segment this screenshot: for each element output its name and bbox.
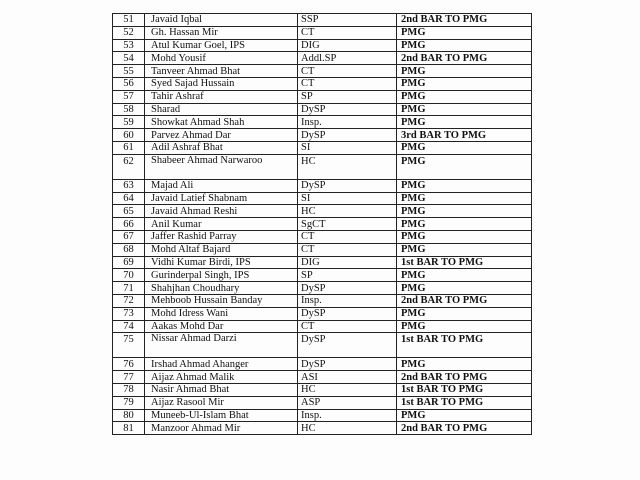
table-row bbox=[113, 52, 532, 65]
award-type: PMG bbox=[397, 192, 532, 205]
row-number: 67 bbox=[113, 230, 145, 243]
officer-name: Atul Kumar Goel, IPS bbox=[145, 39, 298, 52]
row-number: 61 bbox=[113, 141, 145, 154]
officer-rank: DySP bbox=[298, 129, 397, 142]
table-row bbox=[113, 333, 532, 358]
award-type: 3rd BAR TO PMG bbox=[397, 129, 532, 142]
row-number: 62 bbox=[113, 154, 145, 179]
table-row bbox=[113, 294, 532, 307]
row-number: 74 bbox=[113, 320, 145, 333]
officer-rank: SI bbox=[298, 192, 397, 205]
row-number: 60 bbox=[113, 129, 145, 142]
award-type: PMG bbox=[397, 320, 532, 333]
table-row bbox=[113, 282, 532, 295]
officer-rank: DySP bbox=[298, 179, 397, 192]
officer-rank: DySP bbox=[298, 358, 397, 371]
officer-rank: SI bbox=[298, 141, 397, 154]
award-type: 1st BAR TO PMG bbox=[397, 383, 532, 396]
officer-name: Shabeer Ahmad Narwaroo bbox=[145, 154, 298, 179]
award-type: PMG bbox=[397, 179, 532, 192]
award-type: PMG bbox=[397, 39, 532, 52]
row-number: 58 bbox=[113, 103, 145, 116]
officer-name: Mohd Idress Wani bbox=[145, 307, 298, 320]
table-row bbox=[113, 256, 532, 269]
table-row bbox=[113, 179, 532, 192]
officer-name: Javaid Iqbal bbox=[145, 14, 298, 27]
officer-rank: CT bbox=[298, 320, 397, 333]
row-number: 79 bbox=[113, 396, 145, 409]
table-row bbox=[113, 154, 532, 179]
officer-name: Mehboob Hussain Banday bbox=[145, 294, 298, 307]
table-row bbox=[113, 371, 532, 384]
officer-rank: HC bbox=[298, 205, 397, 218]
officer-name: Gh. Hassan Mir bbox=[145, 26, 298, 39]
table-row bbox=[113, 26, 532, 39]
officer-name: Mohd Yousif bbox=[145, 52, 298, 65]
award-type: 1st BAR TO PMG bbox=[397, 256, 532, 269]
row-number: 66 bbox=[113, 218, 145, 231]
row-number: 51 bbox=[113, 14, 145, 27]
row-number: 81 bbox=[113, 422, 145, 435]
row-number: 65 bbox=[113, 205, 145, 218]
officer-rank: Insp. bbox=[298, 116, 397, 129]
award-type: PMG bbox=[397, 218, 532, 231]
officer-name: Adil Ashraf Bhat bbox=[145, 141, 298, 154]
row-number: 70 bbox=[113, 269, 145, 282]
officer-rank: SgCT bbox=[298, 218, 397, 231]
award-type: PMG bbox=[397, 116, 532, 129]
officer-rank: DySP bbox=[298, 103, 397, 116]
table-row bbox=[113, 230, 532, 243]
officer-name: Anil Kumar bbox=[145, 218, 298, 231]
row-number: 69 bbox=[113, 256, 145, 269]
officer-name: Nissar Ahmad Darzi bbox=[145, 333, 298, 358]
table-row bbox=[113, 103, 532, 116]
row-number: 64 bbox=[113, 192, 145, 205]
table-row bbox=[113, 307, 532, 320]
officer-name: Shahjhan Choudhary bbox=[145, 282, 298, 295]
award-type: PMG bbox=[397, 205, 532, 218]
officer-rank: HC bbox=[298, 383, 397, 396]
award-type: 2nd BAR TO PMG bbox=[397, 422, 532, 435]
officer-name: Javaid Ahmad Reshi bbox=[145, 205, 298, 218]
row-number: 75 bbox=[113, 333, 145, 358]
table-row bbox=[113, 65, 532, 78]
officer-rank: SP bbox=[298, 269, 397, 282]
officer-rank: CT bbox=[298, 65, 397, 78]
award-type: 2nd BAR TO PMG bbox=[397, 52, 532, 65]
officer-rank: CT bbox=[298, 230, 397, 243]
row-number: 76 bbox=[113, 358, 145, 371]
table-row bbox=[113, 39, 532, 52]
award-type: PMG bbox=[397, 154, 532, 179]
award-type: PMG bbox=[397, 90, 532, 103]
table-row bbox=[113, 320, 532, 333]
award-type: PMG bbox=[397, 77, 532, 90]
officer-rank: CT bbox=[298, 243, 397, 256]
award-type: 1st BAR TO PMG bbox=[397, 396, 532, 409]
award-type: PMG bbox=[397, 358, 532, 371]
officer-name: Irshad Ahmad Ahanger bbox=[145, 358, 298, 371]
award-type: PMG bbox=[397, 103, 532, 116]
award-type: PMG bbox=[397, 307, 532, 320]
officer-name: Nasir Ahmad Bhat bbox=[145, 383, 298, 396]
table-row bbox=[113, 243, 532, 256]
award-type: 2nd BAR TO PMG bbox=[397, 371, 532, 384]
table-row bbox=[113, 409, 532, 422]
officer-name: Aijaz Rasool Mir bbox=[145, 396, 298, 409]
table-row bbox=[113, 422, 532, 435]
award-list-body bbox=[113, 14, 532, 435]
officer-name: Jaffer Rashid Parray bbox=[145, 230, 298, 243]
officer-rank: ASI bbox=[298, 371, 397, 384]
officer-rank: DySP bbox=[298, 282, 397, 295]
row-number: 56 bbox=[113, 77, 145, 90]
officer-name: Mohd Altaf Bajard bbox=[145, 243, 298, 256]
row-number: 63 bbox=[113, 179, 145, 192]
award-type: PMG bbox=[397, 26, 532, 39]
table-row bbox=[113, 116, 532, 129]
officer-name: Vidhi Kumar Birdi, IPS bbox=[145, 256, 298, 269]
table-row bbox=[113, 218, 532, 231]
row-number: 78 bbox=[113, 383, 145, 396]
award-type: PMG bbox=[397, 243, 532, 256]
officer-rank: Insp. bbox=[298, 409, 397, 422]
officer-rank: DIG bbox=[298, 256, 397, 269]
officer-name: Gurinderpal Singh, IPS bbox=[145, 269, 298, 282]
table-row bbox=[113, 269, 532, 282]
row-number: 72 bbox=[113, 294, 145, 307]
table-row bbox=[113, 192, 532, 205]
officer-name: Javaid Latief Shabnam bbox=[145, 192, 298, 205]
table-row bbox=[113, 90, 532, 103]
officer-name: Manzoor Ahmad Mir bbox=[145, 422, 298, 435]
officer-rank: CT bbox=[298, 77, 397, 90]
officer-name: Aijaz Ahmad Malik bbox=[145, 371, 298, 384]
table-row bbox=[113, 358, 532, 371]
officer-name: Syed Sajad Hussain bbox=[145, 77, 298, 90]
officer-rank: CT bbox=[298, 26, 397, 39]
row-number: 77 bbox=[113, 371, 145, 384]
officer-rank: DySP bbox=[298, 307, 397, 320]
award-type: PMG bbox=[397, 282, 532, 295]
award-type: 1st BAR TO PMG bbox=[397, 333, 532, 358]
officer-rank: SSP bbox=[298, 14, 397, 27]
award-type: PMG bbox=[397, 230, 532, 243]
row-number: 54 bbox=[113, 52, 145, 65]
table-row bbox=[113, 141, 532, 154]
officer-name: Tanveer Ahmad Bhat bbox=[145, 65, 298, 78]
officer-name: Tahir Ashraf bbox=[145, 90, 298, 103]
award-type: PMG bbox=[397, 409, 532, 422]
officer-name: Muneeb-Ul-Islam Bhat bbox=[145, 409, 298, 422]
award-list-table bbox=[112, 13, 532, 435]
table-row bbox=[113, 14, 532, 27]
row-number: 55 bbox=[113, 65, 145, 78]
officer-name: Aakas Mohd Dar bbox=[145, 320, 298, 333]
officer-rank: ASP bbox=[298, 396, 397, 409]
row-number: 68 bbox=[113, 243, 145, 256]
award-type: 2nd BAR TO PMG bbox=[397, 14, 532, 27]
table-row bbox=[113, 205, 532, 218]
row-number: 57 bbox=[113, 90, 145, 103]
table-row bbox=[113, 383, 532, 396]
officer-name: Parvez Ahmad Dar bbox=[145, 129, 298, 142]
officer-rank: DySP bbox=[298, 333, 397, 358]
table-row bbox=[113, 396, 532, 409]
award-type: 2nd BAR TO PMG bbox=[397, 294, 532, 307]
table-row bbox=[113, 129, 532, 142]
award-type: PMG bbox=[397, 65, 532, 78]
officer-rank: DIG bbox=[298, 39, 397, 52]
officer-rank: HC bbox=[298, 422, 397, 435]
officer-name: Sharad bbox=[145, 103, 298, 116]
award-type: PMG bbox=[397, 269, 532, 282]
row-number: 71 bbox=[113, 282, 145, 295]
row-number: 52 bbox=[113, 26, 145, 39]
officer-name: Showkat Ahmad Shah bbox=[145, 116, 298, 129]
officer-rank: Insp. bbox=[298, 294, 397, 307]
row-number: 73 bbox=[113, 307, 145, 320]
officer-rank: Addl.SP bbox=[298, 52, 397, 65]
award-type: PMG bbox=[397, 141, 532, 154]
row-number: 59 bbox=[113, 116, 145, 129]
table-row bbox=[113, 77, 532, 90]
row-number: 80 bbox=[113, 409, 145, 422]
officer-name: Majad Ali bbox=[145, 179, 298, 192]
row-number: 53 bbox=[113, 39, 145, 52]
officer-rank: SP bbox=[298, 90, 397, 103]
officer-rank: HC bbox=[298, 154, 397, 179]
